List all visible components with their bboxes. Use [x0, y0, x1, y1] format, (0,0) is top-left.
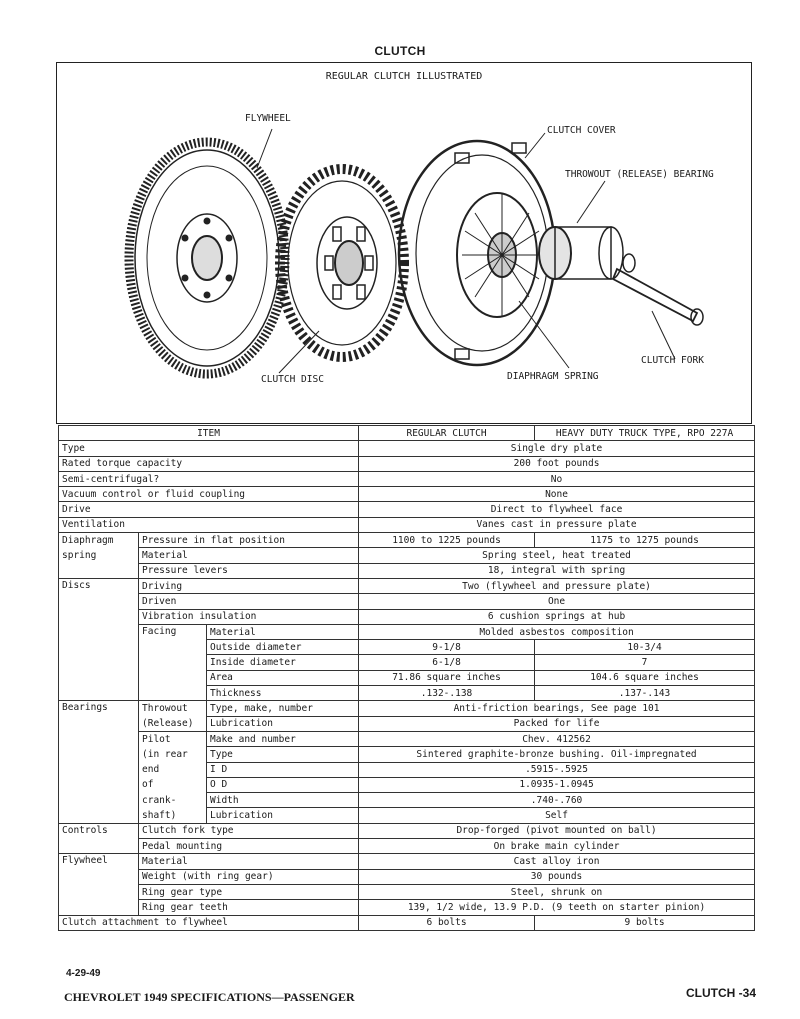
header-regular: REGULAR CLUTCH: [359, 426, 535, 441]
callout-leaders: [257, 129, 675, 373]
group-discs: Discs: [59, 578, 139, 700]
table-row: Vibration insulation 6 cushion springs at hub: [59, 609, 755, 624]
callout-throwout-bearing: THROWOUT (RELEASE) BEARING: [565, 169, 714, 180]
table-row: Area 71.86 square inches 104.6 square inches: [59, 670, 755, 685]
table-row: Thickness .132-.138 .137-.143: [59, 686, 755, 701]
clutch-disc-drawing: [280, 169, 404, 357]
group-diaphragm-2: spring: [59, 548, 139, 563]
table-row: Controls Clutch fork type Drop-forged (pivot mounted on ball): [59, 823, 755, 838]
table-row: Vacuum control or fluid coupling None: [59, 487, 755, 502]
table-row: (Release) Lubrication Packed for life: [59, 716, 755, 731]
header-item: ITEM: [59, 426, 359, 441]
table-row: shaft) Lubrication Self: [59, 808, 755, 823]
table-row: Flywheel Material Cast alloy iron: [59, 854, 755, 869]
table-row: Semi-centrifugal? No: [59, 471, 755, 486]
table-row: Rated torque capacity 200 foot pounds: [59, 456, 755, 471]
table-row: end I D .5915-.5925: [59, 762, 755, 777]
table-row: Inside diameter 6-1/8 7: [59, 655, 755, 670]
table-row: Clutch attachment to flywheel 6 bolts 9 bolts: [59, 915, 755, 930]
clutch-illustration: [57, 63, 753, 425]
group-facing: Facing: [139, 624, 207, 700]
throwout-label-2: (Release): [139, 716, 207, 731]
group-flywheel: Flywheel: [59, 854, 139, 915]
table-row: Pressure levers 18, integral with spring: [59, 563, 755, 578]
throwout-label-1: Throwout: [139, 701, 207, 716]
figure-box: [56, 62, 752, 424]
callout-clutch-disc: CLUTCH DISC: [261, 374, 324, 385]
table-row: Ring gear type Steel, shrunk on: [59, 884, 755, 899]
table-row: spring Material Spring steel, heat treated: [59, 548, 755, 563]
table-row: Weight (with ring gear) 30 pounds: [59, 869, 755, 884]
group-controls: Controls: [59, 823, 139, 854]
page-title: CLUTCH: [374, 44, 426, 58]
table-row: Bearings Throwout Type, make, number Anti-friction bearings, See page 101: [59, 701, 755, 716]
footer-date: 4-29-49: [66, 968, 101, 979]
table-row: Driven One: [59, 594, 755, 609]
callout-diaphragm-spring: DIAPHRAGM SPRING: [507, 371, 599, 382]
table-row: crank- Width .740-.760: [59, 793, 755, 808]
flywheel-drawing: [129, 142, 285, 374]
table-row: Pedal mounting On brake main cylinder: [59, 839, 755, 854]
table-row: Facing Material Molded asbestos composition: [59, 624, 755, 639]
specifications-table: [58, 425, 755, 931]
table-row: Ring gear teeth 139, 1/2 wide, 13.9 P.D. (9 teeth on starter pinion): [59, 900, 755, 915]
table-row: Discs Driving Two (flywheel and pressure plate): [59, 578, 755, 593]
table-row: (in rear Type Sintered graphite-bronze bushing. Oil-impregnated: [59, 747, 755, 762]
callout-clutch-fork: CLUTCH FORK: [641, 355, 704, 366]
callout-flywheel: FLYWHEEL: [245, 113, 291, 124]
table-row: Outside diameter 9-1/8 10-3/4: [59, 640, 755, 655]
table-row: Type Single dry plate: [59, 441, 755, 456]
header-heavy: HEAVY DUTY TRUCK TYPE, RPO 227A: [535, 426, 755, 441]
figure-caption: REGULAR CLUTCH ILLUSTRATED: [325, 71, 483, 82]
throwout-bearing-drawing: [539, 227, 703, 325]
table-row: of O D 1.0935-1.0945: [59, 777, 755, 792]
table-row: Ventilation Vanes cast in pressure plate: [59, 517, 755, 532]
clutch-cover-drawing: [399, 141, 555, 365]
callout-clutch-cover: CLUTCH COVER: [547, 125, 616, 136]
group-bearings: Bearings: [59, 701, 139, 823]
table-row: Pilot Make and number Chev. 412562: [59, 731, 755, 746]
footer-page-number: CLUTCH -34: [685, 986, 756, 1000]
footer-publication: CHEVROLET 1949 SPECIFICATIONS—PASSENGER: [64, 990, 355, 1004]
table-row: Diaphragm Pressure in flat position 1100 to 1225 pounds 1175 to 1275 pounds: [59, 533, 755, 548]
table-header-row: [59, 426, 755, 441]
table-row: Drive Direct to flywheel face: [59, 502, 755, 517]
group-diaphragm-1: Diaphragm: [59, 533, 139, 548]
